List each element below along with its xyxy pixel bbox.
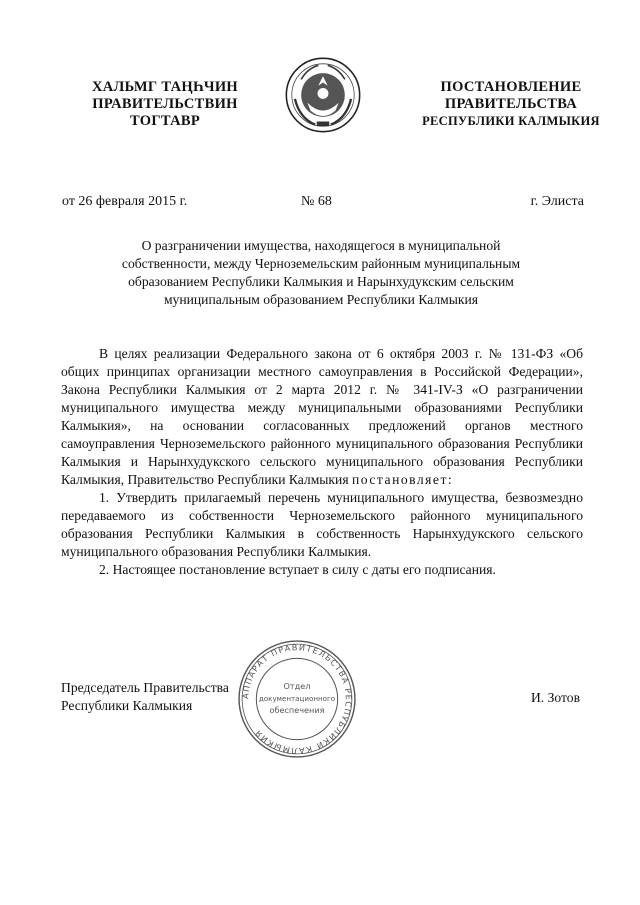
item-1-paragraph: 1. Утвердить прилагаемый перечень муниципального имущества, безвозмездно передаваемого из собственности Черноземельского районного муниципального образования Республики Калмыкия в собственность Нарынхудукского сельского муниципального образования Республики Калмыкия.: [61, 490, 583, 559]
preamble-paragraph: [61, 345, 583, 489]
document-number: № 68: [301, 194, 332, 209]
header-left-line-3: ТОГТАВР: [129, 113, 201, 129]
document-city: г. Элиста: [530, 194, 584, 209]
signatory-position: [61, 679, 229, 715]
document-date: от 26 февраля 2015 г.: [62, 194, 188, 209]
item-2-paragraph: 2. Настоящее постановление вступает в силу с даты его подписания.: [99, 562, 496, 577]
header-russian-title: [400, 79, 622, 130]
header-right-line-3: РЕСПУБЛИКИ КАЛМЫКИЯ: [422, 114, 600, 128]
signatory-position-line-1: Председатель Правительства: [61, 680, 229, 695]
document-body: [61, 345, 583, 579]
stamp-inner-line-2: документационного: [258, 694, 336, 704]
resolves-text: постановляет:: [351, 472, 454, 487]
header-right-line-2: ПРАВИТЕЛЬСТВА: [444, 96, 578, 112]
title-line-3: образованием Республики Калмыкия и Нарынхудукским сельским: [128, 274, 514, 289]
stamp-outer-text: АППАРАТ ПРАВИТЕЛЬСТВА РЕСПУБЛИКИ КАЛМЫКИЯ: [240, 642, 354, 756]
document-title: [80, 237, 562, 309]
header-right-line-1: ПОСТАНОВЛЕНИЕ: [440, 79, 582, 95]
header-left-line-1: ХАЛЬМГ ТАҢҺЧИН: [91, 79, 239, 95]
signatory-position-line-2: Республики Калмыкия: [61, 698, 193, 713]
stamp-inner-line-1: Отдел: [283, 680, 311, 691]
kalmykia-emblem-icon: [284, 56, 362, 134]
title-line-4: муниципальным образованием Республики Калмыкия: [163, 292, 479, 307]
preamble-text: В целях реализации Федерального закона от 6 октября 2003 г. № 131-ФЗ «Об общих принципах организации местного самоуправления в Российской Федерации», Закона Республики Калмыкия от 2 марта 2012 г. № 341-IV-З «О разграничении муниципального имущества между муниципальными образованиями Республики Калмыкия», на основании согласованных предложений органов местного самоуправления Черноземельского районного муниципального образования Республики Калмыкия и Нарынхудукского сельского муниципального образования Республики Калмыкия, Правительство Республики Калмыкия: [61, 346, 583, 487]
header-kalmyk-title: [60, 79, 270, 130]
title-line-2: собственности, между Черноземельским районным муниципальным: [121, 256, 521, 271]
header-left-line-2: ПРАВИТЕЛЬСТВИН: [92, 96, 238, 112]
signatory-name: И. Зотов: [530, 690, 580, 705]
title-line-1: О разграничении имущества, находящегося в муниципальной: [141, 238, 501, 253]
stamp-inner-line-3: обеспечения: [269, 705, 325, 716]
official-stamp: [236, 638, 358, 760]
